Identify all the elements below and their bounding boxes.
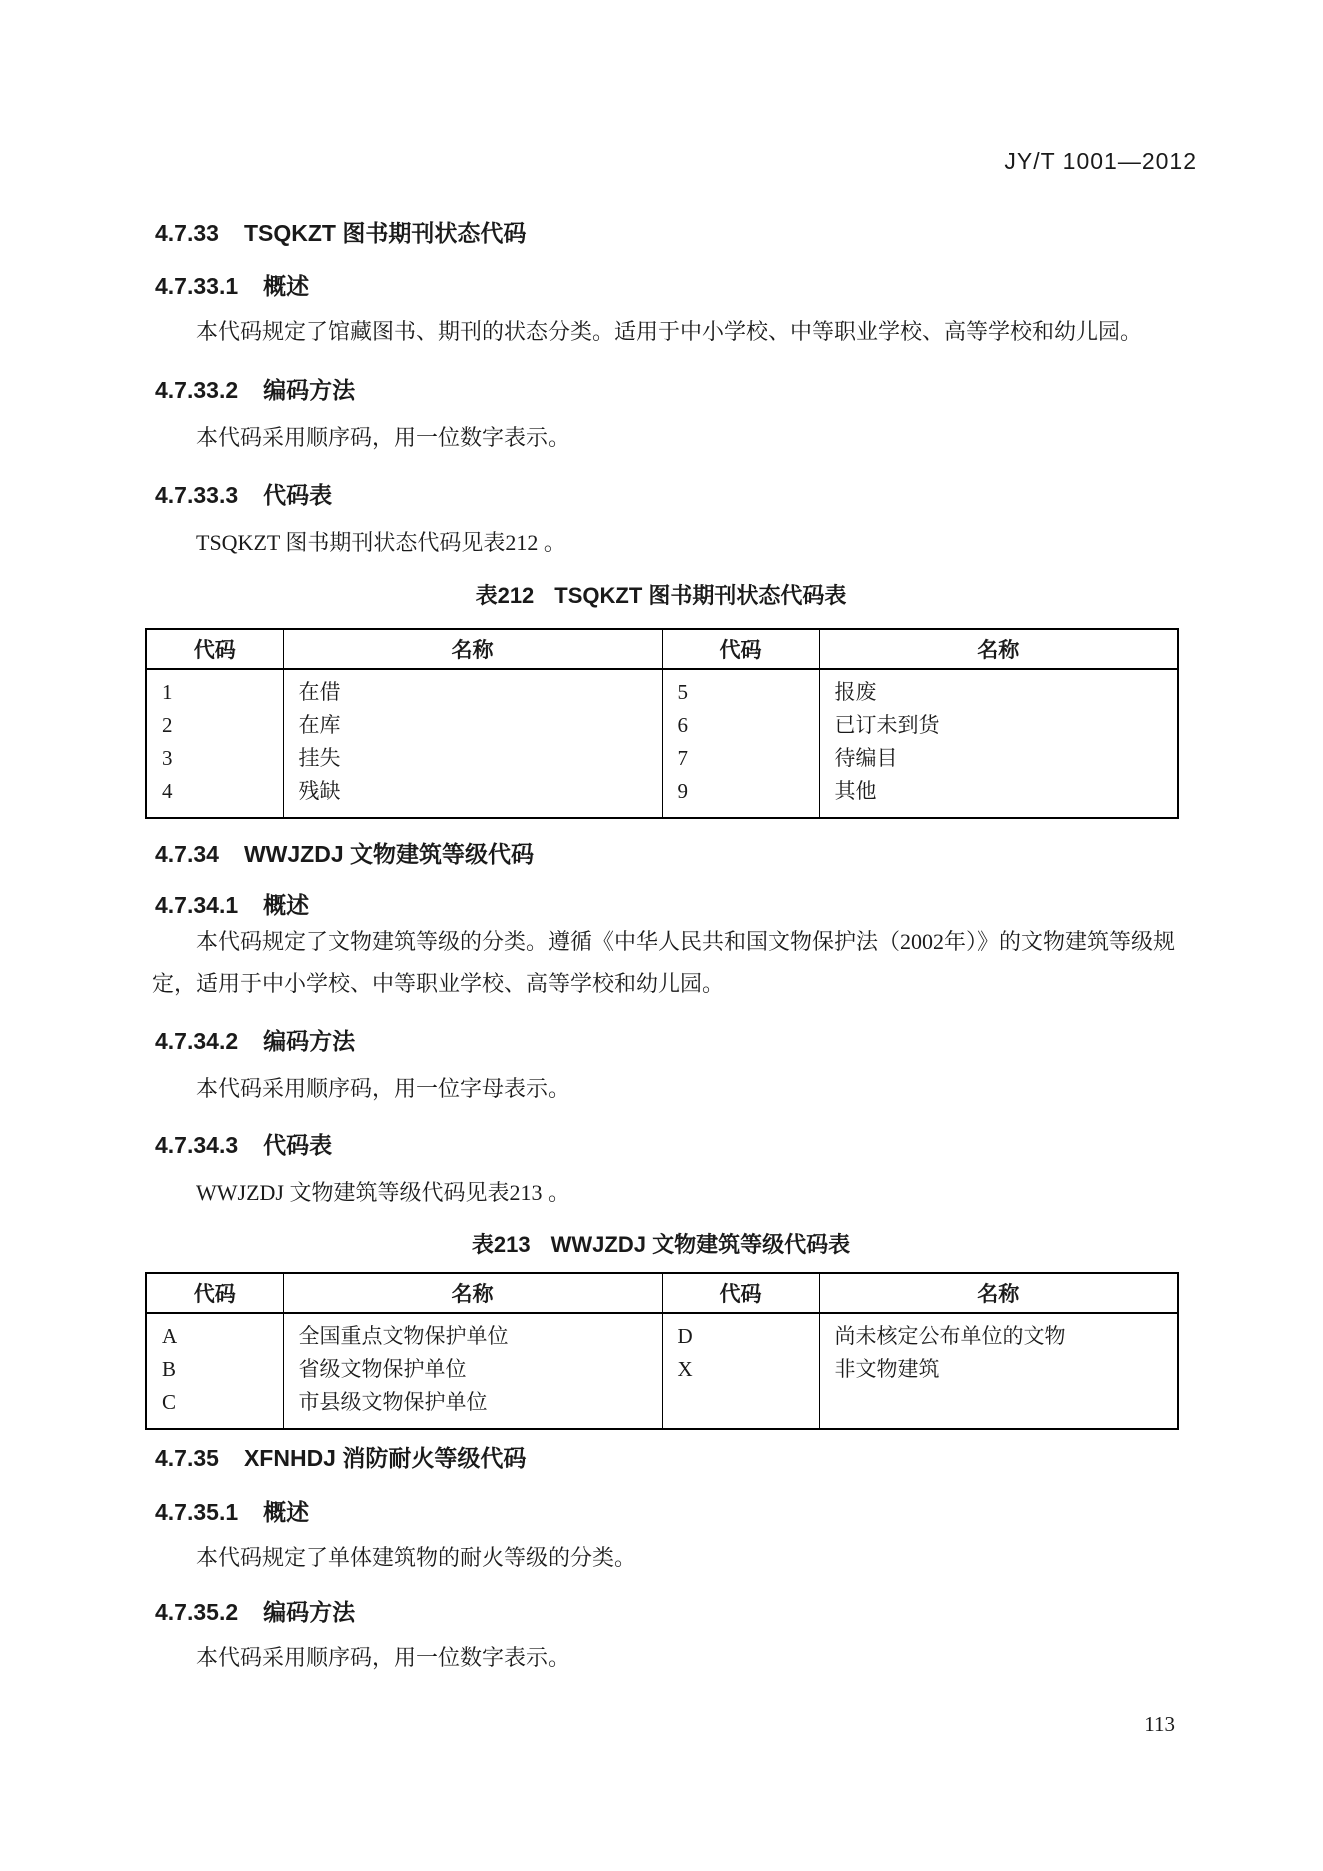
section-title: TSQKZT 图书期刊状态代码 [243, 220, 527, 246]
table-cell-name: 其他 [819, 775, 1178, 818]
table-cell-name: 市县级文物保护单位 [283, 1386, 662, 1429]
table-header-row [146, 629, 1178, 669]
subsection-number: 4.7.33.1 [155, 273, 239, 299]
table-caption-name: TSQKZT 图书期刊状态代码表 [554, 583, 847, 608]
column-header-name: 名称 [819, 1273, 1178, 1313]
table-cell-code: 3 [162, 746, 173, 770]
table-cell-name: 已订未到货 [819, 709, 1178, 742]
table-cell-name: 残缺 [283, 775, 662, 818]
table-cell-code: 6 [662, 709, 819, 742]
table-row [146, 775, 1178, 818]
subsection-number: 4.7.34.2 [155, 1028, 239, 1054]
table-cell-name: 全国重点文物保护单位 [283, 1313, 662, 1353]
table-header-row [146, 1273, 1178, 1313]
section-number: 4.7.34 [155, 841, 219, 867]
table-cell-name: 在借 [283, 669, 662, 709]
subsection-number: 4.7.35.1 [155, 1499, 239, 1525]
overview-paragraph-4-7-35: 本代码规定了单体建筑物的耐火等级的分类。 [196, 1545, 637, 1570]
table-213-caption [145, 1228, 1177, 1259]
section-number: 4.7.33 [155, 220, 219, 246]
table-cell-code: X [662, 1353, 819, 1386]
subsection-title: 概述 [263, 892, 310, 918]
subsection-title: 编码方法 [263, 377, 356, 403]
table-caption-name: WWJZDJ 文物建筑等级代码表 [550, 1232, 851, 1257]
section-title: WWJZDJ 文物建筑等级代码 [243, 841, 535, 867]
standard-code-header: JY/T 1001—2012 [1004, 148, 1197, 174]
subsection-heading-4-7-33-1 [155, 268, 309, 301]
subsection-title: 代码表 [263, 482, 333, 508]
table-cell-name: 待编目 [819, 742, 1178, 775]
column-header-code: 代码 [146, 629, 283, 669]
subsection-heading-4-7-33-3 [155, 477, 332, 510]
table-cell-code: D [662, 1313, 819, 1353]
column-header-code: 代码 [662, 1273, 819, 1313]
table-row [146, 742, 1178, 775]
subsection-title: 概述 [263, 1499, 310, 1525]
table-row [146, 669, 1178, 709]
subsection-number: 4.7.35.2 [155, 1599, 239, 1625]
subsection-heading-4-7-34-1 [155, 887, 309, 920]
subsection-number: 4.7.33.2 [155, 377, 239, 403]
section-title: XFNHDJ 消防耐火等级代码 [243, 1445, 527, 1471]
table-cell-name: 非文物建筑 [819, 1353, 1178, 1386]
table-cell-code: 2 [162, 713, 173, 737]
table-caption-label: 表212 [475, 583, 535, 608]
table-cell-code: A [162, 1324, 178, 1348]
table-row [146, 1313, 1178, 1353]
subsection-heading-4-7-34-3 [155, 1127, 332, 1160]
table-row [146, 1386, 1178, 1429]
table-reference-paragraph-212: TSQKZT 图书期刊状态代码见表212 。 [196, 530, 566, 555]
section-heading-4-7-35 [155, 1440, 526, 1473]
table-cell-code: 4 [162, 779, 173, 803]
column-header-code: 代码 [146, 1273, 283, 1313]
coding-paragraph-4-7-35: 本代码采用顺序码，用一位数字表示。 [196, 1645, 571, 1670]
table-cell-code: 1 [162, 680, 173, 704]
subsection-title: 代码表 [263, 1132, 333, 1158]
subsection-number: 4.7.34.3 [155, 1132, 239, 1158]
coding-paragraph-4-7-34: 本代码采用顺序码，用一位字母表示。 [196, 1076, 571, 1101]
subsection-heading-4-7-34-2 [155, 1023, 355, 1056]
code-table-213 [145, 1272, 1179, 1430]
table-cell-code: B [162, 1357, 177, 1381]
table-cell-name: 报废 [819, 669, 1178, 709]
subsection-heading-4-7-35-2 [155, 1594, 355, 1627]
table-row [146, 709, 1178, 742]
table-cell-code: 9 [662, 775, 819, 818]
subsection-heading-4-7-33-2 [155, 372, 355, 405]
column-header-name: 名称 [819, 629, 1178, 669]
section-heading-4-7-34 [155, 836, 534, 869]
section-number: 4.7.35 [155, 1445, 219, 1471]
table-cell-name: 尚未核定公布单位的文物 [819, 1313, 1178, 1353]
section-heading-4-7-33 [155, 215, 526, 248]
table-212-caption [145, 579, 1177, 610]
column-header-code: 代码 [662, 629, 819, 669]
table-cell-name [819, 1386, 1178, 1429]
overview-paragraph-4-7-33: 本代码规定了馆藏图书、期刊的状态分类。适用于中小学校、中等职业学校、高等学校和幼儿园。 [196, 319, 1143, 344]
subsection-number: 4.7.33.3 [155, 482, 239, 508]
table-cell-name: 挂失 [283, 742, 662, 775]
table-cell-code: 7 [662, 742, 819, 775]
page-number: 113 [1144, 1712, 1175, 1736]
table-row [146, 1353, 1178, 1386]
subsection-title: 概述 [263, 273, 310, 299]
subsection-number: 4.7.34.1 [155, 892, 239, 918]
coding-paragraph-4-7-33: 本代码采用顺序码，用一位数字表示。 [196, 425, 571, 450]
subsection-title: 编码方法 [263, 1599, 356, 1625]
table-cell-name: 省级文物保护单位 [283, 1353, 662, 1386]
table-reference-paragraph-213: WWJZDJ 文物建筑等级代码见表213 。 [196, 1180, 570, 1205]
code-table-212 [145, 628, 1179, 819]
column-header-name: 名称 [283, 1273, 662, 1313]
column-header-name: 名称 [283, 629, 662, 669]
subsection-heading-4-7-35-1 [155, 1494, 309, 1527]
subsection-title: 编码方法 [263, 1028, 356, 1054]
table-cell-code: C [162, 1390, 177, 1414]
overview-paragraph-4-7-34: 本代码规定了文物建筑等级的分类。遵循《中华人民共和国文物保护法（2002年）》的文物建筑等级规定，适用于中小学校、中等职业学校、高等学校和幼儿园。 [152, 929, 1176, 996]
table-cell-code: 5 [662, 669, 819, 709]
table-caption-label: 表213 [471, 1232, 531, 1257]
table-cell-code [662, 1386, 819, 1429]
table-cell-name: 在库 [283, 709, 662, 742]
